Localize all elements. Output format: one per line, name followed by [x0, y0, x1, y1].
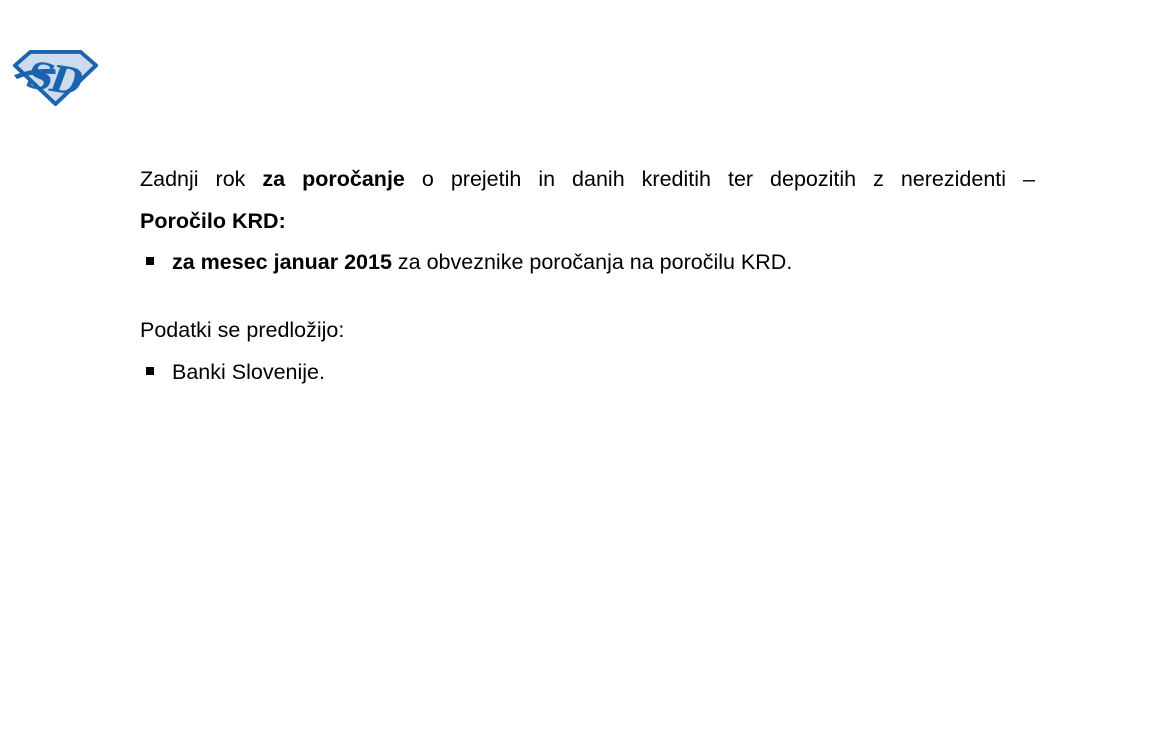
krd-line-seg2-bold: za poročanje [262, 167, 405, 191]
square-bullet-icon [146, 257, 154, 265]
krd-line-seg1: Zadnji rok [140, 167, 263, 191]
bullet-mesec-regular: za obveznike poročanja na poročilu KRD. [391, 250, 793, 274]
krd-line-seg3: o prejetih in danih kreditih ter depozitih z nerezidenti – [404, 167, 1035, 191]
podatki-title: Podatki se predložijo: [140, 318, 345, 342]
bullet-item-banki [140, 359, 1035, 385]
bullet-mesec-bold: za mesec januar 2015 [172, 250, 392, 274]
sd-logo [13, 49, 98, 107]
krd-report-title: Poročilo KRD: [140, 209, 286, 233]
bullet-banki-text: Banki Slovenije. [172, 360, 325, 384]
krd-deadline-line [140, 166, 1035, 192]
document-content [140, 166, 1035, 385]
bullet-item-mesec [140, 249, 1035, 275]
logo-letters: SD [24, 53, 83, 105]
square-bullet-icon [146, 367, 154, 375]
bullet-mesec-text [172, 249, 792, 275]
